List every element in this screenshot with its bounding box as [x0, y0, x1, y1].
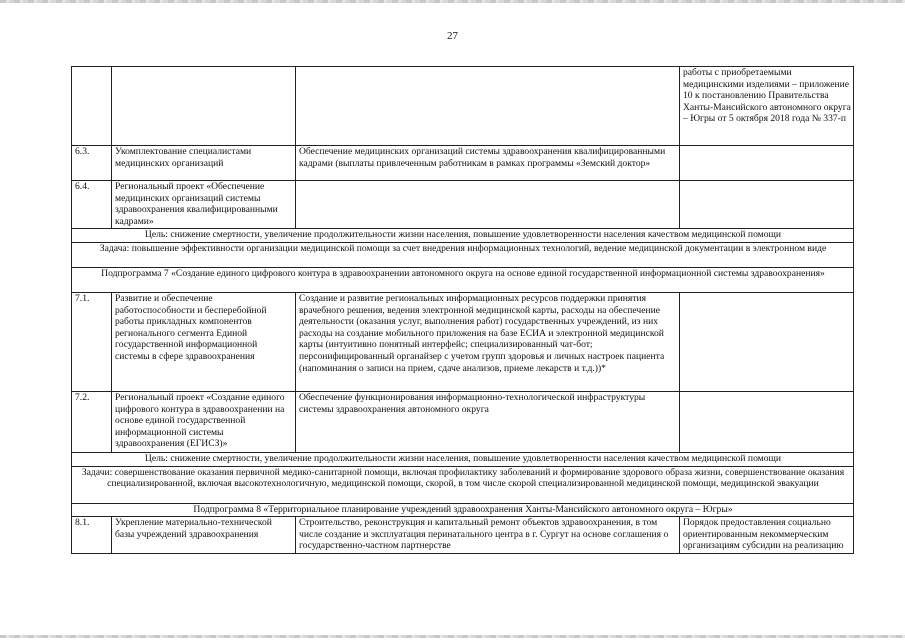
- measure-name: Укрепление материально-технической базы учреждений здравоохранения: [112, 517, 296, 554]
- measure-content: Строительство, реконструкция и капитальный ремонт объектов здравоохранения, в том числе создание и эксплуатация перинатального центра в г. Сургут на основе соглашения о государственно-частном партнерстве: [296, 517, 680, 554]
- goal-row: [72, 452, 854, 466]
- measure-content: Обеспечение медицинских организаций системы здравоохранения квалифицированными кадрами (выплаты привлеченным работникам в рамках программы «Земский доктор»: [296, 146, 680, 181]
- measure-note: работы с приобретаемыми медицинскими изделиями – приложение 10 к постановлению Правительства Ханты-Мансийского автономного округа – Югры от 5 октября 2018 года № 337-п: [680, 67, 854, 146]
- measure-note: [680, 292, 854, 391]
- task-text: Задача: повышение эффективности организации медицинской помощи за счет внедрения информационных технологий, ведение медицинской документации в электронном виде: [72, 242, 854, 267]
- scan-edge-bottom: [0, 635, 905, 638]
- subprogram-title: Подпрограмма 7 «Создание единого цифрового контура в здравоохранении автономного округа на основе единой государственной информационной системы здравоохранения»: [72, 267, 854, 292]
- measure-note: Порядок предоставления социально ориентированным некоммерческим организациям субсидии на реализацию: [680, 517, 854, 554]
- task-row: [72, 242, 854, 267]
- row-number: 6.4.: [72, 181, 112, 229]
- table-row: [72, 67, 854, 146]
- measure-name: Укомплектование специалистами медицинских организаций: [112, 146, 296, 181]
- task-row: [72, 466, 854, 503]
- row-number: 7.2.: [72, 391, 112, 452]
- table-row: [72, 517, 854, 554]
- measure-note: [680, 181, 854, 229]
- table-row: [72, 391, 854, 452]
- scan-edge-top: [0, 0, 905, 3]
- task-text: Задачи: совершенствование оказания первичной медико-санитарной помощи, включая профилактику заболеваний и формирование здорового образа жизни, совершенствование оказания специализированной, включая высокотехнологичную, медицинской помощи, скорой, в том числе скорой специализированной медицинской помощи, медицинской эвакуации: [72, 466, 854, 503]
- goal-text: Цель: снижение смертности, увеличение продолжительности жизни населения, повышение удовлетворенности населения качеством медицинской помощи: [72, 452, 854, 466]
- measure-note: [680, 146, 854, 181]
- measure-name: Развитие и обеспечение работоспособности и бесперебойной работы прикладных компонентов регионального сегмента Единой государственной информационной системы в сфере здравоохранения: [112, 292, 296, 391]
- subprogram-title: Подпрограмма 8 «Территориальное планирование учреждений здравоохранения Ханты-Мансийского автономного округа – Югры»: [72, 503, 854, 517]
- measures-table: [71, 66, 854, 554]
- measure-name: Региональный проект «Создание единого цифрового контура в здравоохранении на основе единой государственной информационной системы здравоохранения (ЕГИСЗ)»: [112, 391, 296, 452]
- table-row: [72, 292, 854, 391]
- table-row: [72, 181, 854, 229]
- table-row: [72, 146, 854, 181]
- page-number: 27: [447, 30, 458, 42]
- measure-content: [296, 181, 680, 229]
- measure-content: [296, 67, 680, 146]
- goal-row: [72, 229, 854, 243]
- goal-text: Цель: снижение смертности, увеличение продолжительности жизни населения, повышение удовлетворенности населения качеством медицинской помощи: [72, 229, 854, 243]
- subprogram-row: [72, 267, 854, 292]
- row-number: 7.1.: [72, 292, 112, 391]
- measure-note: [680, 391, 854, 452]
- measure-content: Создание и развитие региональных информационных ресурсов поддержки принятия врачебного решения, ведения электронной медицинской карты, расходы на обеспечение деятельности (оказания услуг, выполнения работ) государственных учреждений, из них расходы на создание мобильного приложения на базе ЕСИА и электронной медицинской карты (интуитивно понятный интерфейс; специализированный чат-бот; персонифицированный органайзер с учетом групп здоровья и личных настроек пациента (напоминания о записи на прием, сдаче анализов, приеме лекарств и т.д.))*: [296, 292, 680, 391]
- measure-name: Региональный проект «Обеспечение медицинских организаций системы здравоохранения квалифицированными кадрами»: [112, 181, 296, 229]
- row-number: 8.1.: [72, 517, 112, 554]
- row-number: 6.3.: [72, 146, 112, 181]
- subprogram-row: [72, 503, 854, 517]
- row-number: [72, 67, 112, 146]
- measure-content: Обеспечение функционирования информационно-технологической инфраструктуры системы здравоохранения автономного округа: [296, 391, 680, 452]
- measure-name: [112, 67, 296, 146]
